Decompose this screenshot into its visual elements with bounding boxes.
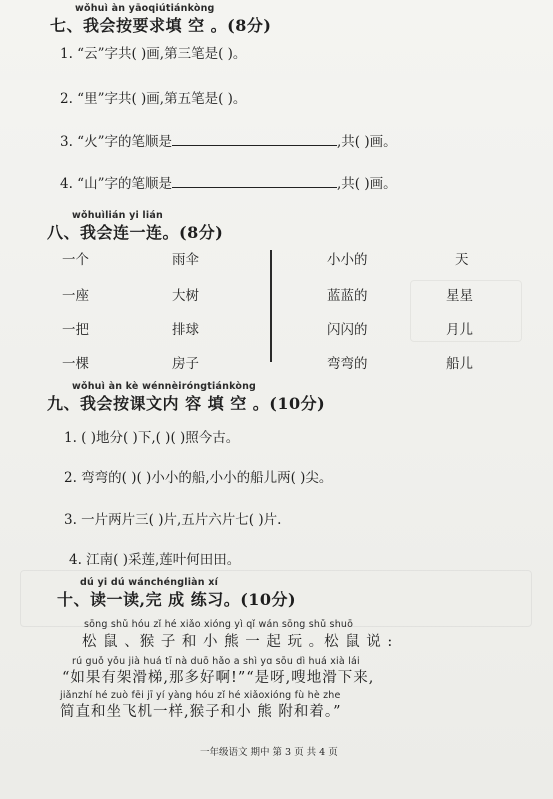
section9-heading: 九、我会按课文内 容 填 空 。(10分)	[47, 394, 326, 413]
section7-question-1: 1. “云”字共( )画,第三笔是( )。	[60, 46, 247, 62]
match-item: 星星	[446, 288, 473, 304]
match-item: 大树	[172, 288, 199, 304]
section10-heading: 十、读一读,完 成 练习。(10分)	[57, 590, 297, 609]
answer-line[interactable]	[172, 175, 337, 188]
passage-line-3-pinyin: jiǎnzhí hé zuò fēi jī yí yàng hóu zǐ hé xiǎoxióng fù hè zhe	[60, 690, 341, 701]
section8-pinyin: wǒhuìlián yi lián	[72, 210, 163, 221]
match-item: 一棵	[62, 356, 89, 372]
section10-pinyin: dú yi dú wánchéngliàn xí	[80, 577, 219, 588]
section7-pinyin: wǒhuì àn yāoqiútiánkòng	[75, 3, 215, 14]
match-item: 排球	[172, 322, 199, 338]
passage-line-1: 松 鼠 、猴 子 和 小 熊 一 起 玩 。松 鼠 说 :	[82, 634, 394, 650]
section7-question-3	[60, 130, 397, 150]
section9-question-4: 4. 江南( )采莲,莲叶何田田。	[69, 552, 241, 568]
match-item: 天	[455, 252, 469, 268]
match-item: 雨伞	[172, 252, 199, 268]
passage-line-1-pinyin: sōng shǔ hóu zǐ hé xiǎo xióng yì qǐ wán sōng shǔ shuō	[84, 619, 354, 630]
question-3-suffix: ,共( )画。	[336, 134, 397, 150]
section9-question-3: 3. 一片两片三( )片,五片六片七( )片.	[64, 512, 282, 528]
match-item: 蓝蓝的	[327, 288, 368, 304]
question-3-prefix: 3. “火”字的笔顺是	[60, 134, 172, 150]
section9-question-2: 2. 弯弯的( )( )小小的船,小小的船儿两( )尖。	[64, 470, 333, 486]
question-4-prefix: 4. “山”字的笔顺是	[60, 176, 172, 192]
match-item: 一座	[62, 288, 89, 304]
passage-line-3: 简直和坐飞机一样,猴子和小 熊 附和着。”	[60, 704, 342, 720]
match-item: 弯弯的	[327, 356, 368, 372]
match-item: 一个	[62, 252, 89, 268]
question-4-suffix: ,共( )画。	[336, 176, 397, 192]
section9-question-1: 1. ( )地分( )下,( )( )照今古。	[64, 430, 240, 446]
match-item: 一把	[62, 322, 89, 338]
match-item: 闪闪的	[327, 322, 368, 338]
page-footer: 一年级语文 期中 第 3 页 共 4 页	[200, 747, 338, 758]
match-item: 房子	[172, 356, 199, 372]
section7-heading: 七、我会按要求填 空 。(8分)	[50, 16, 272, 35]
passage-line-2-pinyin: rú guǒ yǒu jià huá tī nà duō hǎo a shì yɑ sōu dì huá xià lái	[72, 656, 360, 667]
column-divider	[270, 250, 272, 362]
passage-line-2: “如果有架滑梯,那多好啊!”“是呀,嗖地滑下来,	[62, 670, 375, 686]
match-item: 小小的	[327, 252, 368, 268]
answer-line[interactable]	[172, 133, 337, 146]
section8-heading: 八、我会连一连。(8分)	[47, 223, 224, 242]
match-item: 月儿	[446, 322, 473, 338]
match-item: 船儿	[446, 356, 473, 372]
section7-question-2: 2. “里”字共( )画,第五笔是( )。	[60, 91, 247, 107]
section7-question-4	[60, 172, 397, 192]
section9-pinyin: wǒhuì àn kè wénnèiróngtiánkòng	[72, 381, 257, 392]
